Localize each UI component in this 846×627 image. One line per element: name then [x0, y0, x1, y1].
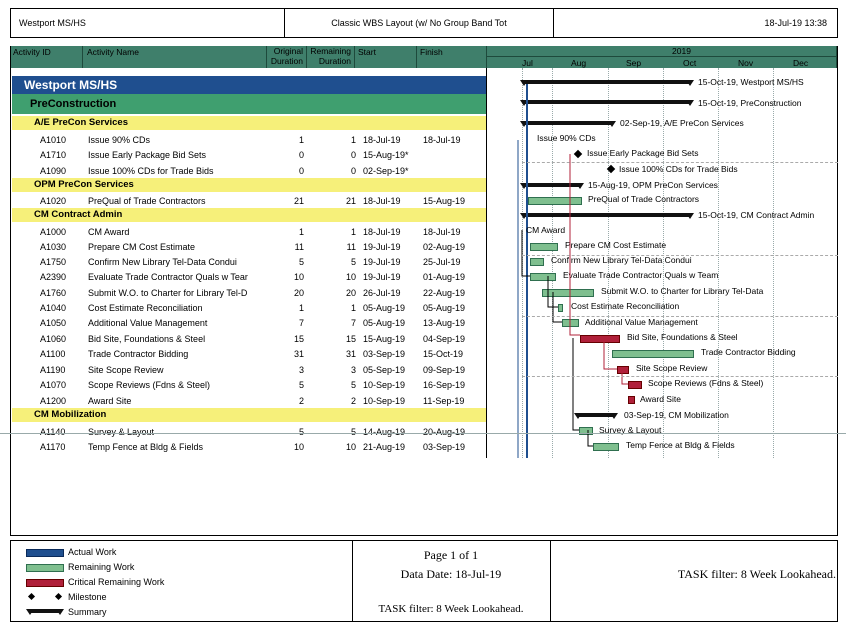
cell-remaining-duration: 1	[350, 303, 356, 313]
cell-finish: 13-Aug-19	[423, 318, 466, 328]
month-nov: Nov	[738, 58, 754, 68]
legend-remaining-swatch	[26, 564, 64, 572]
cell-activity-name: Cost Estimate Reconciliation	[88, 303, 203, 313]
cell-remaining-duration: 11	[346, 242, 356, 252]
cell-finish: 15-Oct-19	[423, 349, 464, 359]
cell-activity-name: Temp Fence at Bldg & Fields	[88, 442, 204, 452]
band-project: Westport MS/HS	[12, 76, 486, 94]
cell-activity-id: A1760	[40, 288, 67, 298]
header-layout: Classic WBS Layout (w/ No Group Band Tot	[331, 18, 507, 28]
cell-start: 14-Aug-19	[363, 427, 406, 437]
col-remaining-duration[interactable]: Remaining Duration	[307, 46, 355, 68]
cell-original-duration: 3	[298, 365, 304, 375]
cell-activity-name: Submit W.O. to Charter for Library Tel-D	[88, 288, 248, 298]
band-ae: A/E PreCon Services	[12, 116, 486, 130]
footer-data-date: Data Date: 18-Jul-19	[400, 567, 502, 581]
cell-finish: 01-Aug-19	[423, 272, 466, 282]
cell-remaining-duration: 21	[345, 196, 356, 206]
cell-finish: 20-Aug-19	[423, 427, 466, 437]
cell-original-duration: 2	[298, 396, 304, 406]
band-cm: CM Contract Admin	[12, 208, 486, 222]
footer-filter-right: TASK filter: 8 Week Lookahead.	[677, 567, 836, 581]
cell-start: 18-Jul-19	[363, 227, 401, 237]
cell-start: 19-Jul-19	[363, 242, 401, 252]
header-project: Westport MS/HS	[19, 18, 86, 28]
bar-label-a1000: CM Award	[526, 225, 566, 235]
bar-label-a1090: Issue 100% CDs for Trade Bids	[619, 164, 738, 174]
cell-activity-name: Additional Value Management	[88, 318, 208, 328]
header-datetime: 18-Jul-19 13:38	[764, 18, 827, 28]
col-activity-id[interactable]: Activity ID	[11, 46, 83, 68]
cell-original-duration: 21	[293, 196, 304, 206]
cell-start: 18-Jul-19	[363, 196, 401, 206]
cell-activity-name: Bid Site, Foundations & Steel	[88, 334, 206, 344]
cell-start: 02-Sep-19*	[363, 166, 409, 176]
cell-activity-name: Scope Reviews (Fdns & Steel)	[88, 380, 211, 390]
cell-remaining-duration: 10	[345, 442, 356, 452]
cell-original-duration: 10	[293, 272, 304, 282]
cell-remaining-duration: 15	[345, 334, 356, 344]
cell-finish: 18-Jul-19	[423, 135, 461, 145]
legend-remaining-label: Remaining Work	[68, 562, 135, 572]
cell-start: 26-Jul-19	[363, 288, 401, 298]
bar-label-a1010: Issue 90% CDs	[537, 133, 596, 143]
cell-start: 10-Sep-19	[363, 396, 406, 406]
cell-activity-id: A1140	[40, 427, 66, 437]
cell-activity-id: A1070	[40, 380, 67, 390]
bar-label-a1040: Cost Estimate Reconciliation	[571, 301, 680, 311]
band-preconstruction: PreConstruction	[12, 94, 486, 114]
cell-original-duration: 1	[298, 303, 304, 313]
summary-label-ae: 02-Sep-19, A/E PreCon Services	[620, 118, 744, 128]
cell-remaining-duration: 3	[350, 365, 356, 375]
cell-start: 19-Jul-19	[363, 257, 401, 267]
cell-original-duration: 1	[298, 135, 304, 145]
cell-remaining-duration: 5	[350, 427, 356, 437]
cell-original-duration: 15	[293, 334, 304, 344]
cell-activity-id: A1060	[40, 334, 67, 344]
bar-label-a1050: Additional Value Management	[585, 317, 698, 327]
cell-original-duration: 5	[298, 427, 304, 437]
cell-activity-id: A1200	[40, 396, 67, 406]
cell-activity-id: A1090	[40, 166, 67, 176]
cell-start: 03-Sep-19	[363, 349, 406, 359]
cell-activity-id: A1100	[40, 349, 66, 359]
cell-activity-name: Issue 90% CDs	[88, 135, 151, 145]
cell-activity-name: Issue Early Package Bid Sets	[88, 150, 207, 160]
bar-label-a1100: Trade Contractor Bidding	[701, 347, 796, 357]
cell-activity-id: A1020	[40, 196, 67, 206]
cell-original-duration: 11	[294, 242, 304, 252]
cell-start: 05-Aug-19	[363, 318, 406, 328]
cell-start: 05-Sep-19	[363, 365, 406, 375]
cell-remaining-duration: 5	[350, 380, 356, 390]
band-opm: OPM PreCon Services	[12, 178, 486, 192]
summary-label-project: 15-Oct-19, Westport MS/HS	[698, 77, 804, 87]
footer-filter-center: TASK filter: 8 Week Lookahead.	[378, 603, 524, 615]
bar-label-a1070: Scope Reviews (Fdns & Steel)	[648, 378, 764, 388]
cell-activity-name: Trade Contractor Bidding	[88, 349, 189, 359]
cell-original-duration: 31	[293, 349, 304, 359]
cell-original-duration: 0	[298, 150, 304, 160]
cell-finish: 22-Aug-19	[423, 288, 466, 298]
cell-activity-id: A2390	[40, 272, 67, 282]
cell-activity-id: A1170	[40, 442, 66, 452]
cell-remaining-duration: 7	[350, 318, 356, 328]
cell-remaining-duration: 1	[350, 135, 356, 145]
legend-milestone-label: Milestone	[68, 592, 107, 602]
cell-remaining-duration: 31	[345, 349, 356, 359]
cell-activity-name: CM Award	[88, 227, 130, 237]
cell-finish: 25-Jul-19	[423, 257, 461, 267]
bar-label-a1140: Survey & Layout	[599, 425, 662, 435]
cell-start: 05-Aug-19	[363, 303, 406, 313]
cell-finish: 11-Sep-19	[423, 396, 465, 406]
cell-activity-id: A1000	[40, 227, 67, 237]
cell-remaining-duration: 5	[350, 257, 356, 267]
cell-activity-name: Award Site	[88, 396, 132, 406]
cell-finish: 16-Sep-19	[423, 380, 466, 390]
cell-finish: 03-Sep-19	[423, 442, 466, 452]
cell-original-duration: 5	[298, 380, 304, 390]
month-aug: Aug	[571, 58, 587, 68]
gantt-hline-4	[522, 376, 838, 377]
cell-finish: 18-Jul-19	[423, 227, 461, 237]
cell-remaining-duration: 2	[350, 396, 356, 406]
cell-activity-id: A1030	[40, 242, 67, 252]
legend-actual-label: Actual Work	[68, 547, 117, 557]
cell-original-duration: 0	[298, 166, 304, 176]
month-jul: Jul	[522, 58, 533, 68]
cell-remaining-duration: 0	[350, 166, 356, 176]
month-sep: Sep	[626, 58, 642, 68]
bar-label-a2390: Evaluate Trade Contractor Quals w Team	[563, 270, 719, 280]
cell-activity-name: Prepare CM Cost Estimate	[88, 242, 196, 252]
legend-critical-swatch	[26, 579, 64, 587]
col-activity-name[interactable]: Activity Name	[83, 46, 267, 68]
cell-original-duration: 20	[293, 288, 304, 298]
cell-activity-name: Issue 100% CDs for Trade Bids	[88, 166, 214, 176]
cell-start: 19-Jul-19	[363, 272, 401, 282]
cell-activity-name: Survey & Layout	[88, 427, 155, 437]
bar-label-a1060: Bid Site, Foundations & Steel	[627, 332, 738, 342]
summary-label-opm: 15-Aug-19, OPM PreCon Services	[588, 180, 718, 190]
summary-label-cm: 15-Oct-19, CM Contract Admin	[698, 210, 815, 220]
month-oct: Oct	[683, 58, 697, 68]
summary-label-preconstruction: 15-Oct-19, PreConstruction	[698, 98, 802, 108]
month-dec: Dec	[793, 58, 809, 68]
cell-activity-name: Site Scope Review	[88, 365, 164, 375]
cell-remaining-duration: 10	[345, 272, 356, 282]
gantt-hline-3	[522, 316, 838, 317]
cell-activity-id: A1190	[40, 365, 66, 375]
band-mob: CM Mobilization	[12, 408, 486, 422]
legend-critical-label: Critical Remaining Work	[68, 577, 165, 587]
bar-label-a1750: Confirm New Library Tel-Data Condui	[551, 255, 692, 265]
cell-remaining-duration: 1	[350, 227, 356, 237]
cell-activity-name: Evaluate Trade Contractor Quals w Tear	[88, 272, 248, 282]
gantt-hline-2	[522, 255, 838, 256]
cell-start: 18-Jul-19	[363, 135, 401, 145]
gantt-bottom-hline	[0, 433, 846, 434]
cell-activity-id: A1050	[40, 318, 67, 328]
bar-label-a1170: Temp Fence at Bldg & Fields	[626, 440, 735, 450]
bar-label-a1760: Submit W.O. to Charter for Library Tel-Data	[601, 286, 764, 296]
cell-activity-name: PreQual of Trade Contractors	[88, 196, 206, 206]
cell-start: 15-Aug-19	[363, 334, 406, 344]
col-original-duration[interactable]: Original Duration	[267, 46, 307, 68]
timeline-year: 2019	[487, 46, 836, 57]
cell-finish: 02-Aug-19	[423, 242, 466, 252]
bar-label-a1020: PreQual of Trade Contractors	[588, 194, 700, 204]
col-start[interactable]: Start	[355, 46, 417, 68]
cell-activity-id: A1750	[40, 257, 67, 267]
bar-label-a1710: Issue Early Package Bid Sets	[587, 148, 699, 158]
legend-summary-icon	[30, 609, 60, 613]
cell-start: 10-Sep-19	[363, 380, 406, 390]
cell-start: 21-Aug-19	[363, 442, 406, 452]
cell-start: 15-Aug-19*	[363, 150, 409, 160]
summary-label-mob: 03-Sep-19, CM Mobilization	[624, 410, 729, 420]
cell-activity-id: A1040	[40, 303, 67, 313]
cell-activity-name: Confirm New Library Tel-Data Condui	[88, 257, 237, 267]
footer-page: Page 1 of 1	[423, 548, 479, 562]
cell-finish: 04-Sep-19	[423, 334, 466, 344]
bar-label-a1190: Site Scope Review	[636, 363, 708, 373]
cell-remaining-duration: 0	[350, 150, 356, 160]
cell-original-duration: 7	[298, 318, 304, 328]
gantt-hline-1	[522, 162, 838, 163]
cell-original-duration: 1	[298, 227, 304, 237]
cell-original-duration: 5	[298, 257, 304, 267]
bar-label-a1030: Prepare CM Cost Estimate	[565, 240, 667, 250]
footer-divider-2	[550, 540, 551, 622]
cell-finish: 09-Sep-19	[423, 365, 466, 375]
col-finish[interactable]: Finish	[417, 46, 487, 68]
bar-label-a1200: Award Site	[640, 394, 681, 404]
cell-original-duration: 10	[293, 442, 304, 452]
cell-finish: 05-Aug-19	[423, 303, 466, 313]
cell-finish: 15-Aug-19	[423, 196, 466, 206]
cell-activity-id: A1010	[40, 135, 67, 145]
legend-actual-swatch	[26, 549, 64, 557]
cell-activity-id: A1710	[40, 150, 67, 160]
legend-summary-label: Summary	[68, 607, 107, 617]
cell-remaining-duration: 20	[345, 288, 356, 298]
